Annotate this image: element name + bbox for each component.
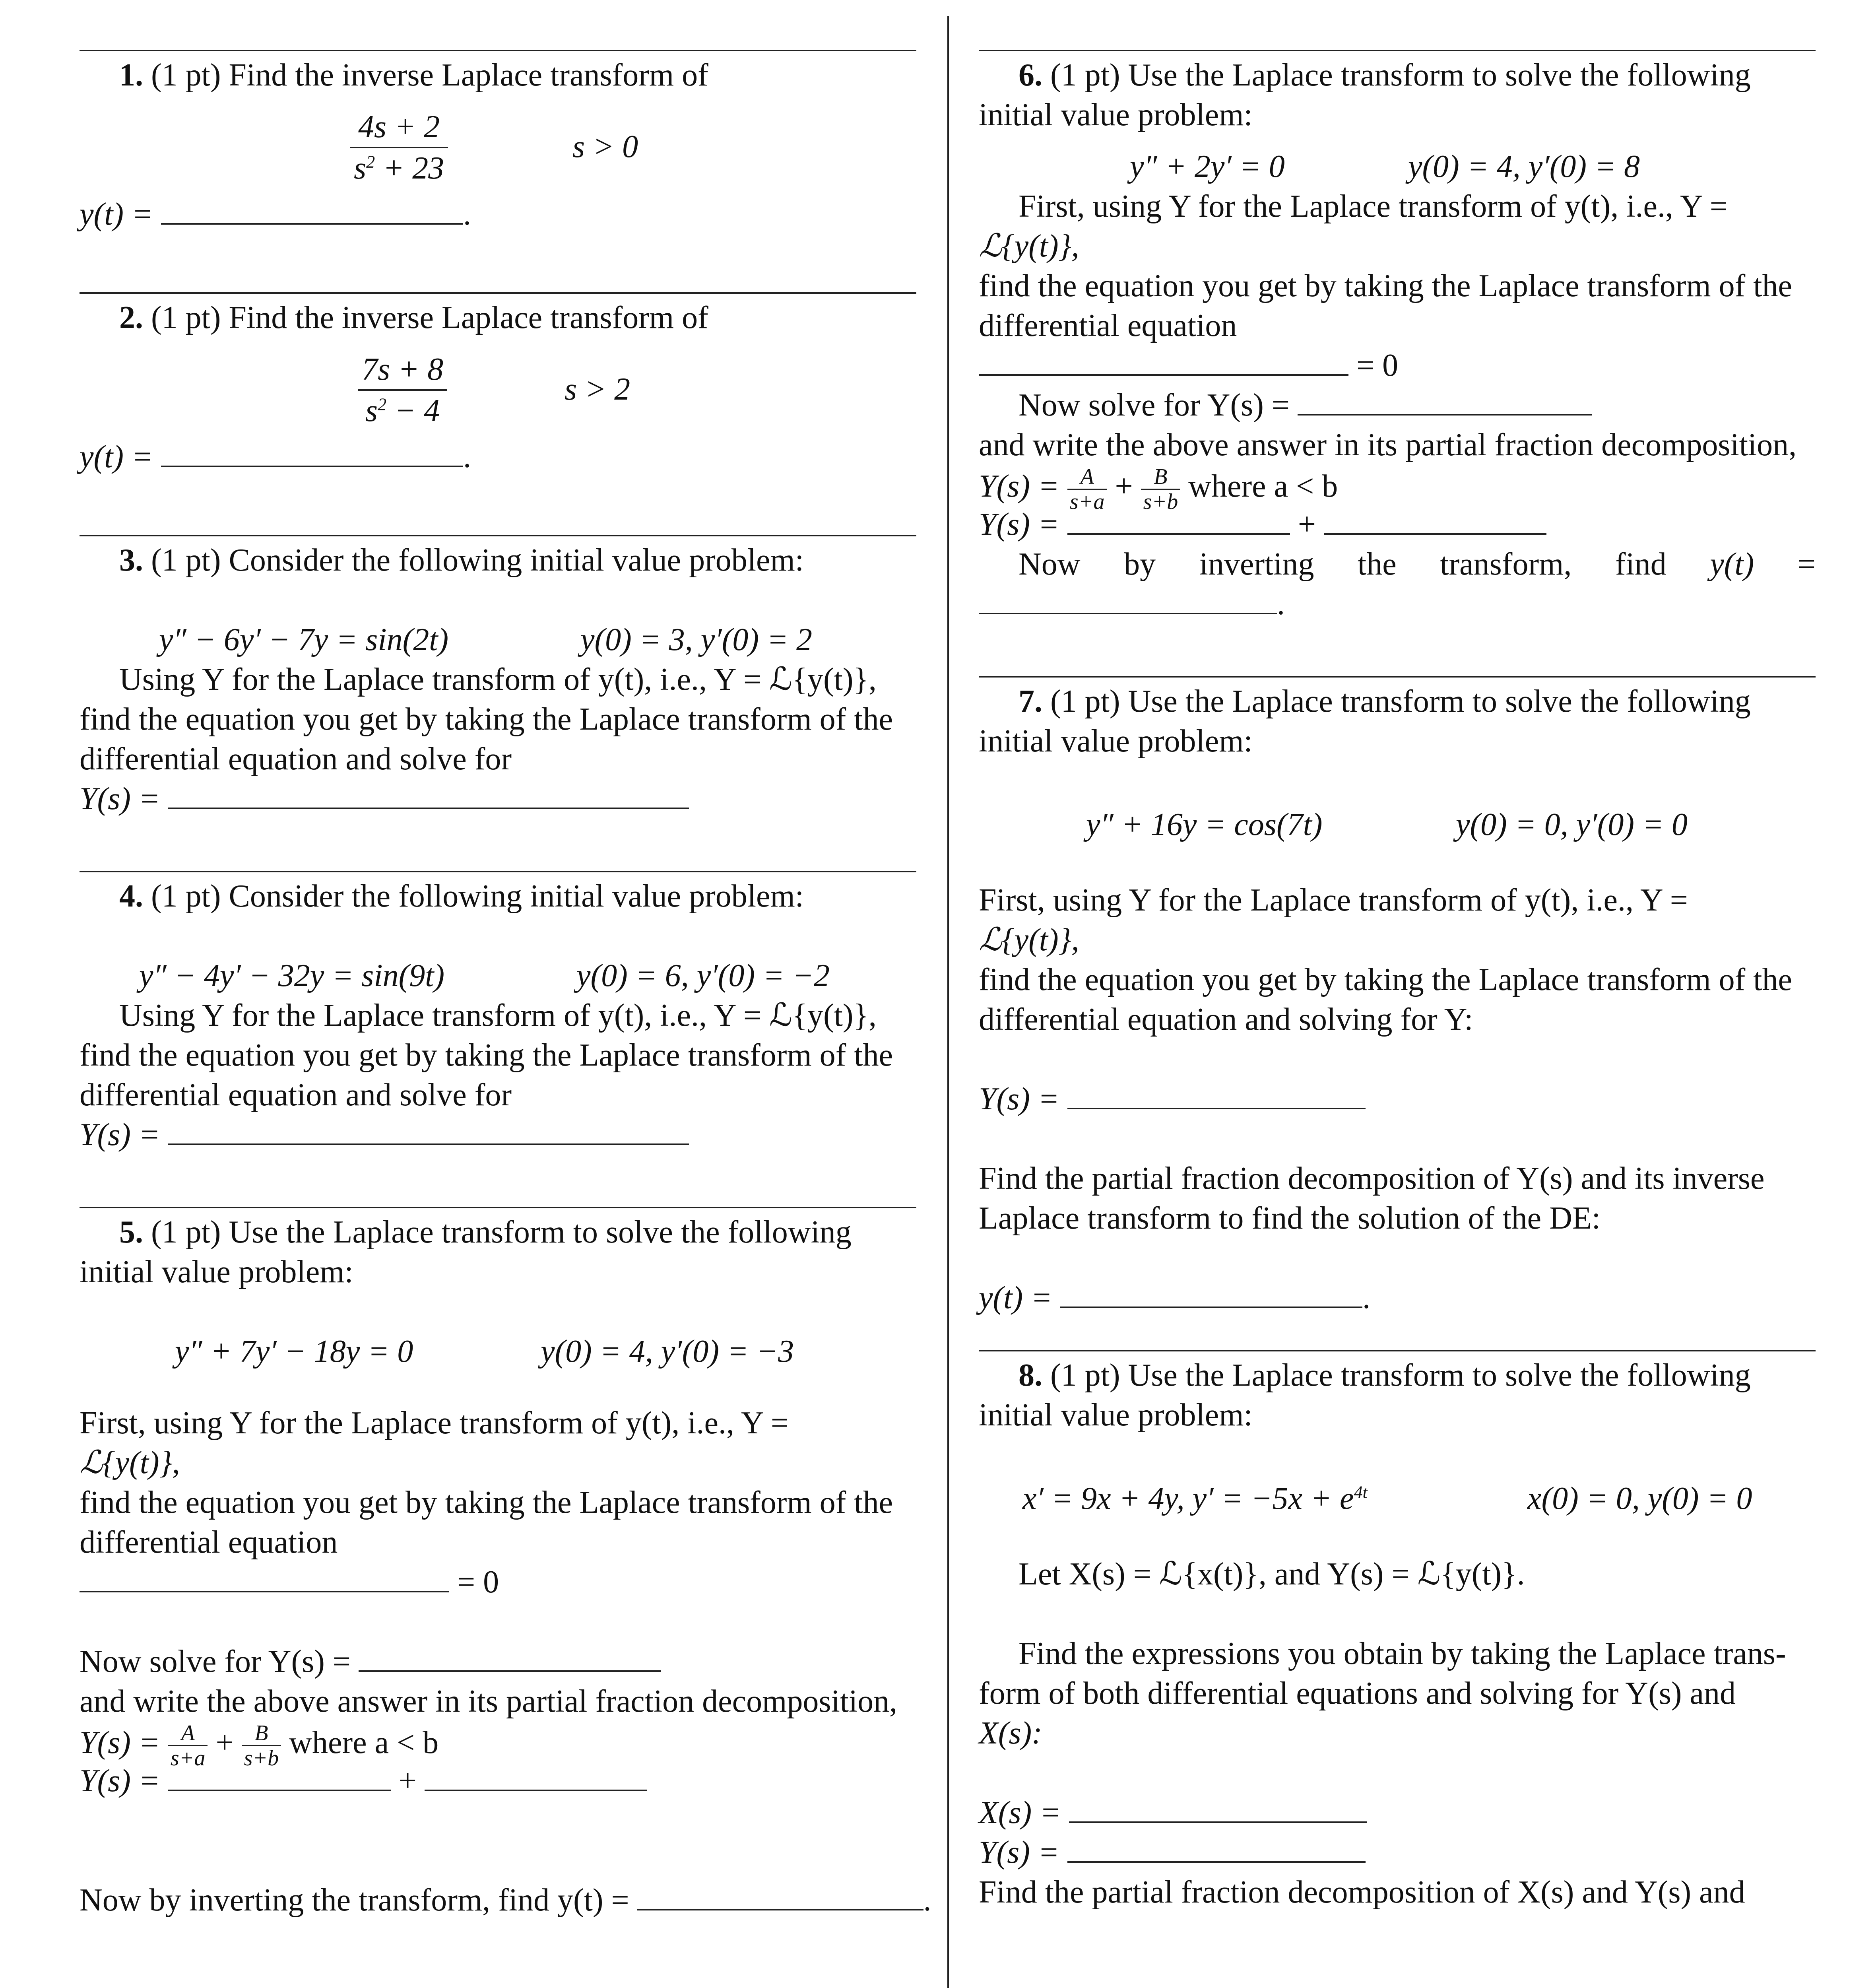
initial-conditions: x(0) = 0, y(0) = 0 bbox=[1527, 1481, 1752, 1516]
x-answer-input[interactable] bbox=[1069, 1798, 1367, 1823]
problem-4 bbox=[80, 871, 916, 1155]
problem-2 bbox=[80, 292, 916, 477]
problem-number: 4. bbox=[119, 879, 143, 914]
instruction-text: find the equation you get by taking the Laplace transform of the bbox=[80, 1485, 893, 1520]
problem-header: (1 pt) Use the Laplace transform to solve the following bbox=[151, 1215, 852, 1250]
instruction-text: X(s): bbox=[979, 1716, 1042, 1751]
condition: s > 0 bbox=[572, 129, 638, 164]
problem-header: (1 pt) Consider the following initial value problem: bbox=[151, 879, 804, 914]
problem-header: (1 pt) Find the inverse Laplace transform of bbox=[151, 58, 708, 93]
invert-word: transform, bbox=[1440, 547, 1572, 582]
invert-word: find bbox=[1615, 547, 1666, 582]
initial-conditions: y(0) = 0, y′(0) = 0 bbox=[1456, 807, 1688, 842]
system-equation-exponent: 4t bbox=[1354, 1482, 1368, 1502]
answer-label: Y(s) = bbox=[979, 1081, 1059, 1116]
fraction-b-denominator: s+b bbox=[244, 1746, 279, 1771]
answer-suffix: . bbox=[1362, 1280, 1370, 1315]
plus-sign: + bbox=[1115, 468, 1133, 504]
invert-label: Now by inverting the transform, find y(t) = bbox=[80, 1883, 629, 1918]
problem-number: 7. bbox=[1019, 684, 1042, 719]
answer-suffix: . bbox=[1277, 586, 1285, 621]
fraction-a-numerator: A bbox=[168, 1721, 208, 1746]
differential-equation: y″ + 7y′ − 18y = 0 bbox=[175, 1334, 413, 1369]
problem-header: (1 pt) Consider the following initial value problem: bbox=[151, 543, 804, 578]
differential-equation: y″ + 2y′ = 0 bbox=[1130, 149, 1285, 184]
problem-header-cont: initial value problem: bbox=[80, 1254, 353, 1289]
equals-zero: = 0 bbox=[1356, 348, 1399, 383]
fraction bbox=[358, 349, 447, 431]
y-answer-label: Y(s) = bbox=[979, 1835, 1059, 1870]
invert-word: Now bbox=[1019, 547, 1081, 582]
differential-equation: y″ + 16y = cos(7t) bbox=[1086, 807, 1323, 842]
answer-input[interactable] bbox=[161, 199, 463, 225]
instruction-text: differential equation and solve for bbox=[80, 1077, 512, 1112]
problem-5 bbox=[80, 1207, 931, 1920]
solve-label: Now solve for Y(s) = bbox=[1019, 388, 1290, 423]
instruction-text: Using Y for the Laplace transform of y(t), i.e., Y = ℒ{y(t)}, bbox=[119, 998, 877, 1033]
fraction-b-numerator: B bbox=[1141, 465, 1181, 490]
instruction-text: First, using Y for the Laplace transform of y(t), i.e., Y = bbox=[1019, 189, 1728, 224]
pfd-term-b-input[interactable] bbox=[1324, 509, 1546, 535]
problem-header: (1 pt) Use the Laplace transform to solve the following bbox=[1050, 58, 1751, 93]
answer-label: y(t) = bbox=[80, 197, 153, 232]
problem-divider bbox=[979, 1350, 1816, 1351]
fraction-denominator-base: s bbox=[365, 393, 378, 428]
answer-label: y(t) = bbox=[80, 439, 153, 474]
instruction-text: differential equation and solving for Y: bbox=[979, 1002, 1473, 1037]
problem-divider bbox=[80, 535, 916, 536]
let-statement: Let X(s) = ℒ{x(t)}, and Y(s) = ℒ{y(t)}. bbox=[1019, 1557, 1525, 1592]
where-condition: where a < b bbox=[1188, 468, 1338, 504]
column-divider bbox=[947, 16, 949, 1988]
invert-word: inverting bbox=[1199, 547, 1314, 582]
problem-header: (1 pt) Use the Laplace transform to solve the following bbox=[1050, 1358, 1751, 1393]
pfd-answer-label: Y(s) = bbox=[80, 1763, 160, 1798]
initial-conditions: y(0) = 4, y′(0) = −3 bbox=[541, 1334, 794, 1369]
instruction-text: differential equation bbox=[979, 308, 1237, 343]
problem-number: 6. bbox=[1019, 58, 1042, 93]
invert-input[interactable] bbox=[979, 589, 1277, 614]
fraction-a-denominator: s+a bbox=[170, 1746, 206, 1771]
pfd-lhs: Y(s) = bbox=[80, 1725, 160, 1760]
fraction-b-numerator: B bbox=[242, 1721, 281, 1746]
equals-zero: = 0 bbox=[457, 1565, 499, 1600]
fraction bbox=[350, 107, 448, 188]
plus-sign: + bbox=[1298, 507, 1316, 542]
problem-divider bbox=[80, 871, 916, 872]
solve-input[interactable] bbox=[1298, 390, 1592, 415]
problem-header-cont: initial value problem: bbox=[979, 724, 1253, 759]
problem-header-cont: initial value problem: bbox=[979, 1398, 1253, 1433]
fraction-numerator: 7s + 8 bbox=[358, 349, 447, 391]
pfd-term-a-input[interactable] bbox=[168, 1766, 391, 1791]
instruction-text: find the equation you get by taking the Laplace transform of the bbox=[80, 702, 893, 737]
instruction-text: ℒ{y(t)}, bbox=[979, 229, 1079, 264]
instruction-text: find the equation you get by taking the Laplace transform of the bbox=[979, 962, 1793, 997]
differential-equation: y″ − 6y′ − 7y = sin(2t) bbox=[159, 622, 449, 657]
fraction-a-denominator: s+a bbox=[1069, 489, 1105, 514]
differential-equation: y″ − 4y′ − 32y = sin(9t) bbox=[139, 958, 445, 993]
instruction-text: differential equation and solve for bbox=[80, 742, 512, 777]
problem-header: (1 pt) Find the inverse Laplace transform of bbox=[151, 300, 708, 335]
invert-word: the bbox=[1358, 547, 1397, 582]
fraction-a-numerator: A bbox=[1067, 465, 1107, 490]
fraction-b-denominator: s+b bbox=[1143, 489, 1178, 514]
answer-input[interactable] bbox=[161, 442, 463, 467]
fraction-denominator-base: s bbox=[354, 151, 367, 186]
instruction-text: First, using Y for the Laplace transform of y(t), i.e., Y = bbox=[979, 883, 1688, 918]
condition: s > 2 bbox=[565, 372, 631, 407]
x-answer-label: X(s) = bbox=[979, 1795, 1061, 1830]
problem-7 bbox=[979, 676, 1816, 1318]
invert-input[interactable] bbox=[637, 1885, 923, 1910]
plus-sign: + bbox=[398, 1763, 417, 1798]
instruction-text: find the equation you get by taking the Laplace transform of the bbox=[979, 268, 1793, 303]
invert-sentence bbox=[979, 544, 1816, 584]
y-answer-input[interactable] bbox=[1067, 1837, 1366, 1863]
problem-number: 1. bbox=[119, 58, 143, 93]
answer-input[interactable] bbox=[1060, 1283, 1362, 1308]
problem-number: 3. bbox=[119, 543, 143, 578]
instruction-text: First, using Y for the Laplace transform of y(t), i.e., Y = bbox=[80, 1406, 789, 1441]
pfd-term-a-input[interactable] bbox=[1067, 509, 1290, 535]
problem-header-cont: initial value problem: bbox=[979, 97, 1253, 132]
instruction-text: form of both differential equations and solving for Y(s) and bbox=[979, 1676, 1736, 1711]
answer-label: y(t) = bbox=[979, 1280, 1052, 1315]
pfd-term-b-input[interactable] bbox=[425, 1766, 647, 1791]
problem-number: 8. bbox=[1019, 1358, 1042, 1393]
problem-header: (1 pt) Use the Laplace transform to solve the following bbox=[1050, 684, 1751, 719]
fraction-denominator-rest: − 4 bbox=[386, 393, 440, 428]
problem-divider bbox=[979, 676, 1816, 678]
fraction-numerator: 4s + 2 bbox=[350, 107, 448, 148]
problem-3 bbox=[80, 535, 916, 819]
initial-conditions: y(0) = 3, y′(0) = 2 bbox=[580, 622, 813, 657]
plus-sign: + bbox=[215, 1725, 234, 1760]
where-condition: where a < b bbox=[289, 1725, 439, 1760]
fraction-denominator-exponent: 2 bbox=[378, 394, 387, 414]
problem-divider bbox=[80, 1207, 916, 1208]
pfd-answer-label: Y(s) = bbox=[979, 507, 1059, 542]
invert-word: y(t) bbox=[1710, 547, 1754, 582]
fraction-denominator-exponent: 2 bbox=[366, 152, 375, 172]
instruction-text: ℒ{y(t)}, bbox=[979, 922, 1079, 957]
instruction-text: differential equation bbox=[80, 1525, 338, 1560]
transform-equation-input[interactable] bbox=[979, 350, 1348, 376]
initial-conditions: y(0) = 4, y′(0) = 8 bbox=[1408, 149, 1640, 184]
instruction-text: find the equation you get by taking the Laplace transform of the bbox=[80, 1038, 893, 1073]
answer-suffix: . bbox=[463, 197, 471, 232]
problem-1 bbox=[80, 50, 916, 234]
instruction-text: Laplace transform to find the solution of the DE: bbox=[979, 1201, 1601, 1236]
problem-number: 2. bbox=[119, 300, 143, 335]
system-equation bbox=[1022, 1479, 1368, 1518]
problem-divider bbox=[80, 50, 916, 51]
answer-input[interactable] bbox=[168, 784, 689, 809]
transform-equation-input[interactable] bbox=[80, 1567, 449, 1592]
instruction-text: ℒ{y(t)}, bbox=[80, 1445, 180, 1480]
initial-conditions: y(0) = 6, y′(0) = −2 bbox=[576, 958, 830, 993]
invert-word: by bbox=[1124, 547, 1156, 582]
system-equation-body: x′ = 9x + 4y, y′ = −5x + e bbox=[1022, 1481, 1354, 1516]
answer-label: Y(s) = bbox=[80, 1117, 160, 1152]
problem-divider bbox=[80, 292, 916, 294]
instruction-text: Find the expressions you obtain by taking the Laplace trans- bbox=[1019, 1636, 1786, 1671]
fraction-denominator-rest: + 23 bbox=[375, 151, 444, 186]
solve-label: Now solve for Y(s) = bbox=[80, 1644, 351, 1679]
problem-divider bbox=[979, 50, 1816, 51]
answer-suffix: . bbox=[463, 439, 471, 474]
pfd-text: and write the above answer in its partial fraction decomposition, bbox=[80, 1684, 898, 1719]
pfd-lhs: Y(s) = bbox=[979, 468, 1059, 504]
problem-8 bbox=[979, 1350, 1816, 1912]
pfd-text: and write the above answer in its partial fraction decomposition, bbox=[979, 427, 1797, 462]
instruction-text: Using Y for the Laplace transform of y(t), i.e., Y = ℒ{y(t)}, bbox=[119, 662, 877, 697]
solve-input[interactable] bbox=[359, 1646, 661, 1672]
answer-label: Y(s) = bbox=[80, 781, 160, 816]
answer-input[interactable] bbox=[168, 1120, 689, 1145]
problem-6 bbox=[979, 50, 1816, 624]
answer-input[interactable] bbox=[1067, 1084, 1366, 1109]
answer-suffix: . bbox=[923, 1883, 931, 1918]
instruction-text: Find the partial fraction decomposition of X(s) and Y(s) and bbox=[979, 1875, 1745, 1910]
instruction-text: Find the partial fraction decomposition of Y(s) and its inverse bbox=[979, 1161, 1765, 1196]
problem-number: 5. bbox=[119, 1215, 143, 1250]
invert-word: = bbox=[1797, 547, 1816, 582]
